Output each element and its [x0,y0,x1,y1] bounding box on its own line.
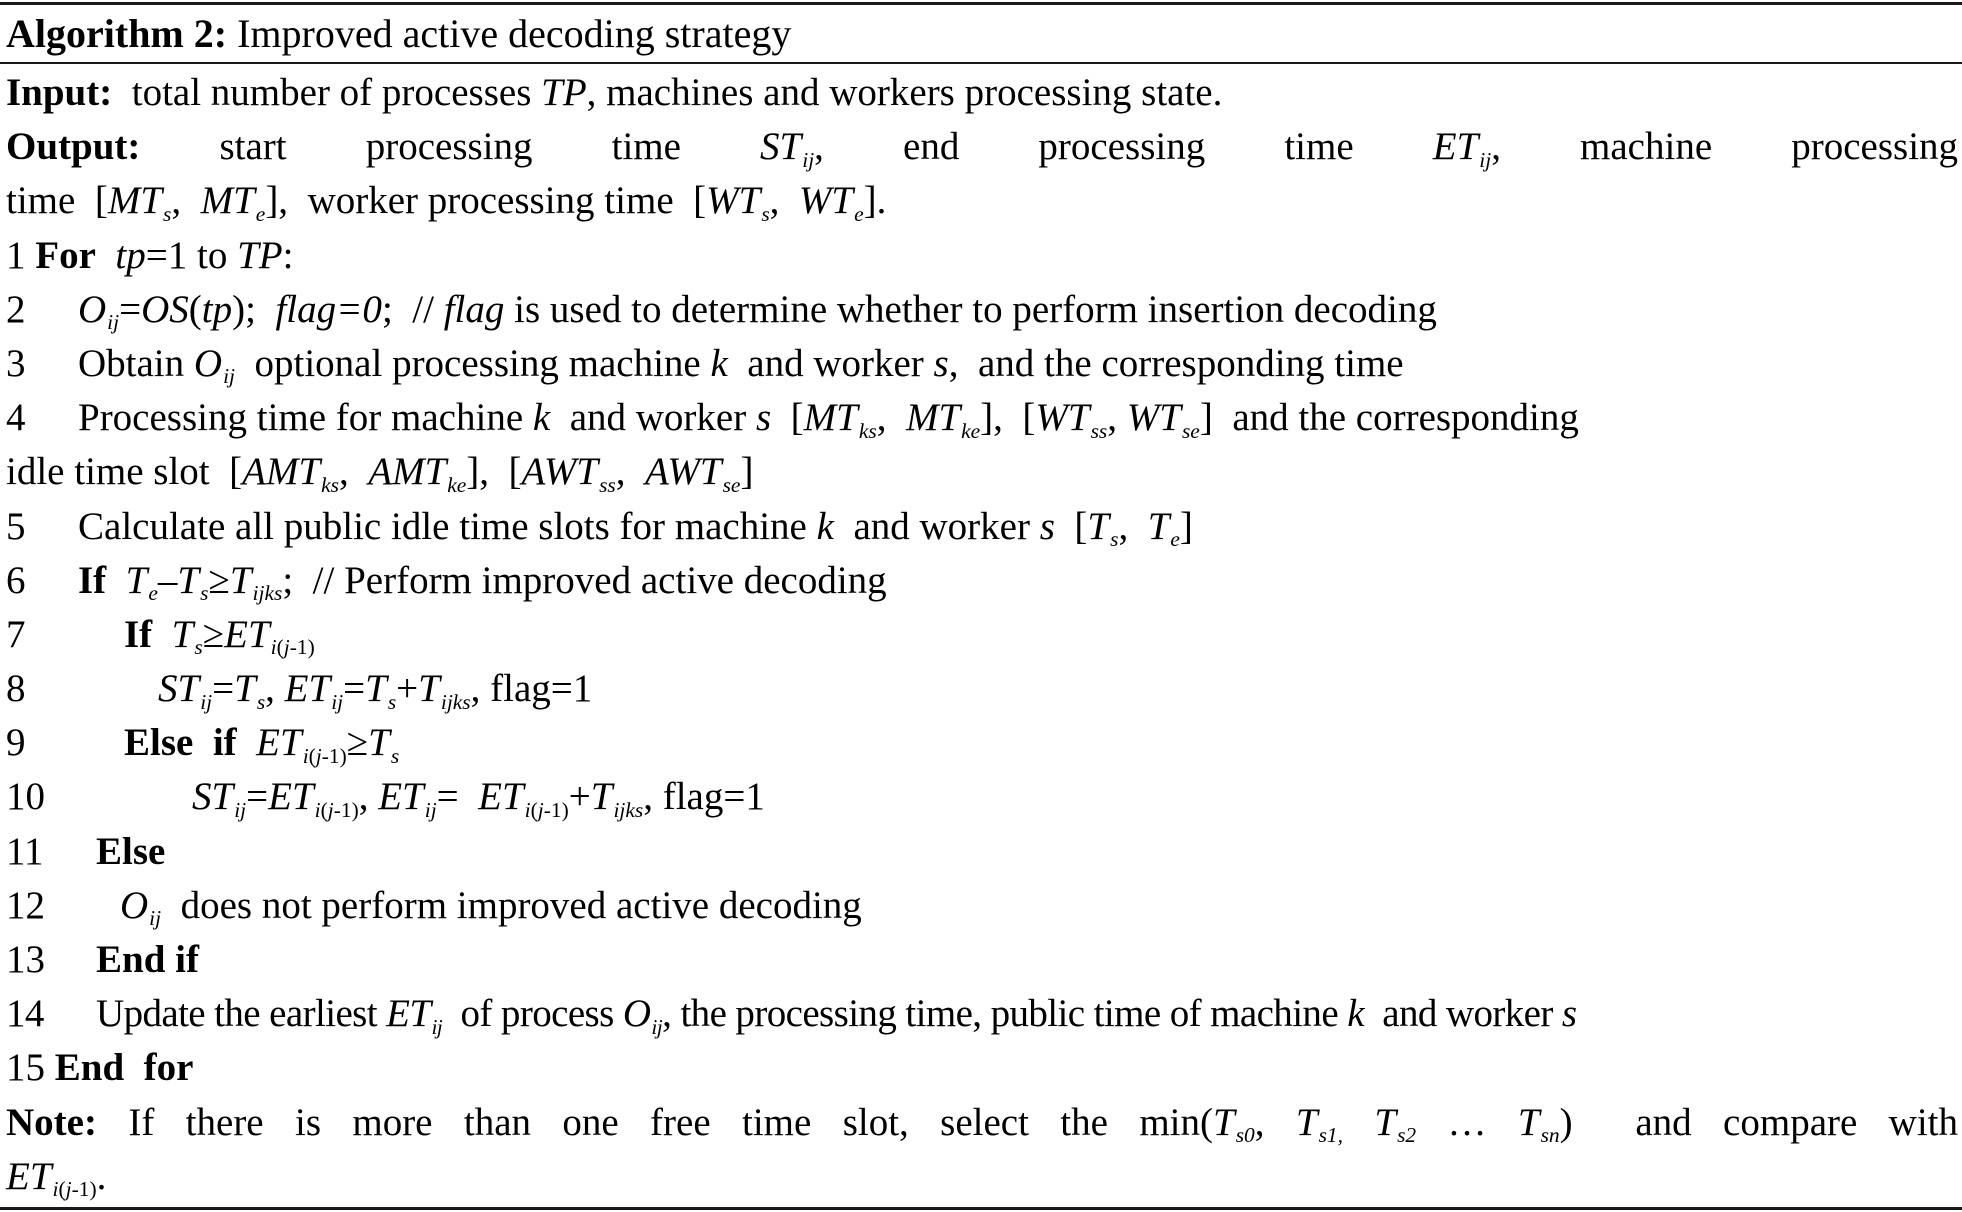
note-text: If there is more than one free time slot, select the min( [128,1100,1213,1144]
note-label: Note: [6,1100,97,1144]
line-number: 8 [6,667,26,711]
line-number: 6 [6,558,26,602]
st-ij: $ST_{ij}$, [760,125,824,172]
line-number: 4 [6,396,26,440]
comment: is used to determine whether to perform insertion decoding [514,287,1437,331]
keyword-if: If [124,612,153,656]
keyword-end-for: End for [54,1046,194,1090]
word: and the corresponding [1232,396,1579,440]
input-text-rest: , machines and workers processing state. [586,71,1223,114]
input-text: total number of processes [131,71,532,114]
line-number: 14 [6,992,44,1036]
step-4: 4 Processing time for machine k and worker s [$MT_{ks}$, $MT_{ke}$], [$WT_{ss}$, $WT_{se}$] and the corresponding [6,391,1958,445]
word: Update the earliest [96,992,377,1036]
input-label: Input: [6,71,113,114]
word: processing [365,125,533,169]
step-1: 1 For tp=1 to TP: [6,233,294,277]
line-number: 9 [6,721,26,765]
step-12: 12 $O_{ij}$ does not perform improved active decoding [6,879,1958,933]
word: optional processing machine [254,341,701,385]
word: processing [1038,125,1206,169]
et-ij: $ET_{ij}$, [1432,125,1501,172]
title-rule [0,62,1962,64]
step-14: 14 Update the earliest $ET_{ij}$ of process $O_{ij}$, the processing time, public time of machine k and worker s [6,987,1958,1041]
algorithm-label: Algorithm 2: [6,11,228,56]
step-13 [6,933,1958,987]
step-8: 8 $ST_{ij}=T_s$, $ET_{ij}=T_s+T_{ijks}$, flag=1 [6,662,1958,716]
word: flag=1 [490,667,593,711]
keyword-end-if: End if [96,938,199,981]
line-number: 7 [6,612,26,656]
keyword-else: Else [96,829,166,873]
note-line-2: $ET_{i(j-1)}$. [6,1154,107,1202]
bottom-rule [0,1207,1962,1210]
word: of process [460,992,614,1036]
word: does not perform improved active decoding [180,883,862,927]
keyword-if: If [78,558,107,602]
step-11 [6,825,1958,879]
word: idle time slot [6,450,210,494]
word: to [196,233,228,277]
word: time [611,125,681,169]
word: time [6,179,76,223]
top-rule [0,2,1962,5]
step-3: 3 Obtain $O_{ij}$ optional processing machine k and worker s, and the corresponding time [6,337,1958,391]
output-line-1 [6,120,1958,174]
word: worker processing time [307,179,674,223]
line-number: 3 [6,341,26,385]
word: , the processing time, public time of machine [662,992,1339,1036]
algorithm-name: Improved active decoding strategy [237,11,792,56]
line-number: 13 [6,938,45,981]
algorithm-body [6,66,1958,1204]
step-2: 2 $O_{ij}=OS(tp)$; flag=0; // flag is used to determine whether to perform insertion decoding [6,283,1958,337]
step-7: 7 If $T_s\ge ET_{i(j-1)}$ [6,608,1958,662]
word: end [903,125,960,169]
keyword-for: For [35,233,96,277]
word: time [1284,125,1354,169]
word: and worker [569,396,747,440]
step-15 [6,1041,1958,1095]
output-label: Output: [6,125,141,169]
word: Calculate all public idle time slots for machine [78,504,807,548]
word: and worker [853,504,1030,548]
word: processing [1791,125,1958,169]
note-text: and compare with [1635,1100,1958,1144]
input-line: Input: total number of processes TP, machines and workers processing state. [6,71,1223,114]
line-number: 1 [6,233,26,277]
step-10: 10 $ST_{ij}=ET_{i(j-1)}$, $ET_{ij}= ET_{i(j-1)}+T_{ijks}$, flag=1 [6,770,1958,824]
step-4-continued: idle time slot [$AMT_{ks}$, $AMT_{ke}$], [$AWT_{ss}$, $AWT_{se}$] [6,450,754,497]
output-line-2: time [$MT_s$, $MT_e$], worker processing time [$WT_s$, $WT_e$]. [6,179,887,226]
word: and the corresponding time [977,341,1404,385]
word: and worker [1382,992,1553,1036]
algorithm-title [6,6,791,62]
word: machine [1580,125,1713,169]
word: Processing time for machine [78,396,524,440]
line-number: 10 [6,775,45,819]
word: start [219,125,287,169]
line-number: 15 [6,1046,45,1090]
word: and worker [747,341,924,385]
step-6: 6 If $T_e-T_s\ge T_{ijks}$; // Perform improved active decoding [6,554,1958,608]
comment: // Perform improved active decoding [312,558,887,602]
keyword-else-if: Else if [124,721,237,765]
word: flag=1 [662,775,765,819]
line-number: 2 [6,287,26,331]
word: Obtain [78,341,185,385]
line-number: 11 [6,829,44,873]
step-9: 9 Else if $ET_{i(j-1)}\ge T_s$ [6,716,1958,770]
note-line-1: Note: If there is more than one free time slot, select the $\min(T_{s0}$, $T_{s1,}$ $T_{s2}$ … $T_{sn}$) and compare with [6,1100,1958,1148]
line-number: 5 [6,504,26,548]
line-number: 12 [6,883,45,927]
step-5: 5 Calculate all public idle time slots for machine k and worker s [$T_s$, $T_e$] [6,500,1958,554]
